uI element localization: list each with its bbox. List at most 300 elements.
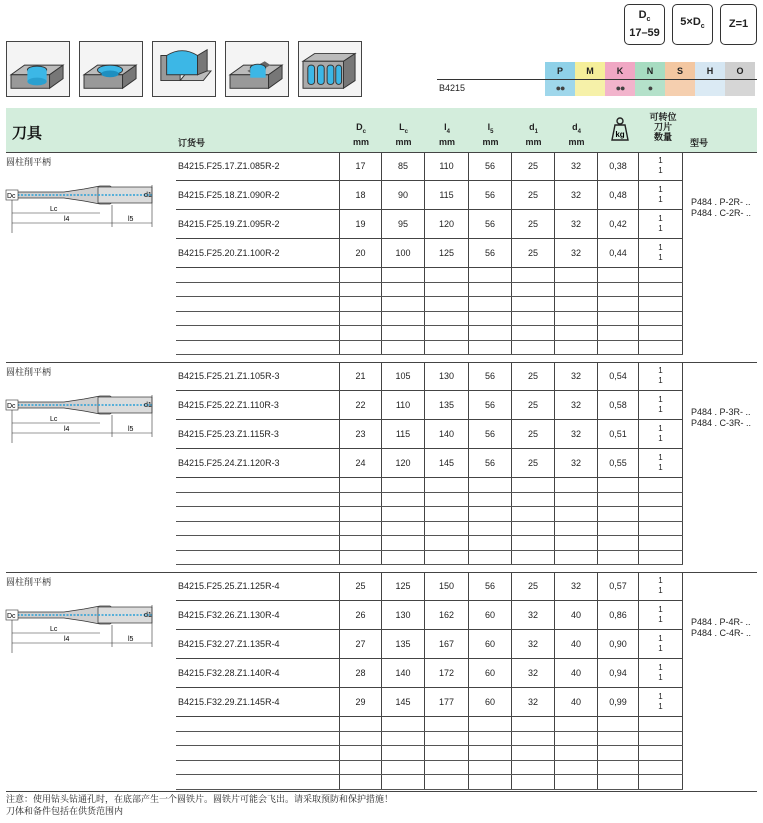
cell-l5: 56	[469, 239, 512, 267]
empty-cell	[425, 326, 469, 340]
svg-text:d1: d1	[144, 192, 152, 199]
indexable-count: 1	[658, 576, 663, 585]
empty-cell	[340, 746, 382, 760]
empty-cell	[639, 761, 683, 775]
empty-cell	[555, 746, 598, 760]
group-divider	[6, 152, 757, 153]
empty-cell	[512, 493, 555, 507]
empty-cell	[382, 283, 425, 297]
cell-l5: 56	[469, 420, 512, 448]
empty-cell	[469, 522, 512, 536]
empty-cell	[598, 268, 639, 282]
weight-header	[603, 116, 637, 144]
empty-cell	[512, 478, 555, 492]
empty-cell	[425, 478, 469, 492]
diameter-range-box: $D_c$ 17–59	[624, 4, 665, 45]
table-row	[176, 630, 683, 659]
order-code[interactable]: B4215.F25.21.Z1.105R-3	[176, 362, 340, 390]
empty-cell	[555, 341, 598, 355]
empty-cell	[176, 507, 340, 521]
empty-cell	[512, 507, 555, 521]
empty-cell	[176, 478, 340, 492]
spec-boxes	[624, 4, 757, 45]
cell-lc: 145	[382, 688, 425, 716]
empty-cell	[469, 775, 512, 789]
empty-row	[176, 478, 683, 493]
cell-lc: 85	[382, 152, 425, 180]
cell-l5: 56	[469, 449, 512, 477]
application-icons	[6, 41, 362, 97]
indexable-count: 1	[658, 434, 663, 443]
empty-cell	[340, 761, 382, 775]
teeth-count-box: Z=1	[720, 4, 757, 45]
empty-cell	[176, 775, 340, 789]
table-row	[176, 210, 683, 239]
empty-cell	[512, 341, 555, 355]
cell-l4: 172	[425, 659, 469, 687]
empty-cell	[598, 493, 639, 507]
empty-cell	[176, 326, 340, 340]
indexable-count: 1	[658, 185, 663, 194]
drill-drawing	[4, 597, 154, 659]
svg-text:l4: l4	[64, 426, 70, 433]
indexable-count: 1	[658, 376, 663, 385]
empty-cell	[512, 312, 555, 326]
table-row	[176, 659, 683, 688]
empty-cell	[382, 522, 425, 536]
l5-header: $l_5$ mm	[482, 122, 499, 147]
empty-cell	[512, 268, 555, 282]
empty-cell	[555, 268, 598, 282]
cell-qty	[639, 239, 683, 267]
cell-kg: 0,99	[598, 688, 639, 716]
cell-kg: 0,86	[598, 601, 639, 629]
indexable-count: 1	[658, 243, 663, 252]
svg-text:l5: l5	[128, 216, 134, 223]
compatible-inserts	[691, 617, 751, 639]
empty-cell	[555, 761, 598, 775]
empty-cell	[176, 522, 340, 536]
empty-cell	[425, 493, 469, 507]
cell-d1: 25	[512, 210, 555, 238]
table-row	[176, 572, 683, 601]
indexable-count: 1	[658, 453, 663, 462]
table-row	[176, 239, 683, 268]
empty-row	[176, 268, 683, 283]
empty-cell	[469, 717, 512, 731]
cell-l5: 56	[469, 391, 512, 419]
cell-l5: 56	[469, 181, 512, 209]
indexable-count: 1	[658, 366, 663, 375]
svg-text:Dc: Dc	[7, 403, 16, 410]
empty-cell	[382, 326, 425, 340]
cell-l4: 167	[425, 630, 469, 658]
empty-cell	[598, 507, 639, 521]
empty-row	[176, 341, 683, 356]
cell-qty	[639, 601, 683, 629]
empty-cell	[639, 522, 683, 536]
cell-qty	[639, 449, 683, 477]
order-code[interactable]: B4215.F32.26.Z1.130R-4	[176, 601, 340, 629]
empty-row	[176, 283, 683, 298]
indexable-count: 1	[658, 692, 663, 701]
order-code[interactable]: B4215.F32.28.Z1.140R-4	[176, 659, 340, 687]
empty-cell	[469, 732, 512, 746]
empty-cell	[469, 551, 512, 565]
cell-d4: 32	[555, 362, 598, 390]
empty-cell	[176, 761, 340, 775]
svg-text:d1: d1	[144, 612, 152, 619]
empty-cell	[512, 551, 555, 565]
empty-cell	[382, 746, 425, 760]
empty-cell	[512, 732, 555, 746]
insert-type: P484 . P-2R- ..	[691, 197, 751, 207]
indexable-count: 1	[658, 463, 663, 472]
cell-dc: 17	[340, 152, 382, 180]
cell-dc: 27	[340, 630, 382, 658]
svg-text:l5: l5	[128, 636, 134, 643]
indexable-count: 1	[658, 195, 663, 204]
order-code[interactable]: B4215.F25.22.Z1.110R-3	[176, 391, 340, 419]
empty-cell	[555, 732, 598, 746]
empty-cell	[598, 536, 639, 550]
drilling-stacked-icon	[298, 41, 362, 97]
empty-cell	[469, 283, 512, 297]
empty-cell	[555, 551, 598, 565]
cell-qty	[639, 210, 683, 238]
svg-text:l4: l4	[64, 636, 70, 643]
table-row	[176, 152, 683, 181]
svg-text:Lc: Lc	[50, 416, 58, 423]
cell-d1: 25	[512, 239, 555, 267]
empty-cell	[425, 341, 469, 355]
material-n-header: N	[635, 62, 665, 79]
insert-type: P484 . C-3R- ..	[691, 418, 752, 428]
cell-d4: 40	[555, 688, 598, 716]
empty-cell	[639, 268, 683, 282]
insert-type: P484 . P-4R- ..	[691, 617, 751, 627]
empty-cell	[425, 312, 469, 326]
empty-row	[176, 761, 683, 776]
cell-dc: 20	[340, 239, 382, 267]
cell-d4: 40	[555, 659, 598, 687]
empty-cell	[512, 283, 555, 297]
cell-kg: 0,90	[598, 630, 639, 658]
order-code[interactable]: B4215.F25.18.Z1.090R-2	[176, 181, 340, 209]
cell-l4: 120	[425, 210, 469, 238]
empty-cell	[555, 312, 598, 326]
cell-lc: 110	[382, 391, 425, 419]
empty-cell	[340, 775, 382, 789]
cell-lc: 125	[382, 572, 425, 600]
cell-l4: 150	[425, 572, 469, 600]
drill-drawing	[4, 387, 154, 449]
empty-row	[176, 326, 683, 341]
empty-cell	[469, 507, 512, 521]
cell-l4: 177	[425, 688, 469, 716]
empty-cell	[469, 746, 512, 760]
cell-d1: 25	[512, 181, 555, 209]
order-code[interactable]: B4215.F25.17.Z1.085R-2	[176, 152, 340, 180]
empty-cell	[555, 478, 598, 492]
dc-header: $D_c$ mm	[352, 122, 369, 147]
cell-l4: 145	[425, 449, 469, 477]
cell-d1: 25	[512, 572, 555, 600]
cell-kg: 0,94	[598, 659, 639, 687]
cell-dc: 26	[340, 601, 382, 629]
empty-row	[176, 717, 683, 732]
empty-cell	[425, 522, 469, 536]
empty-cell	[425, 283, 469, 297]
d1-header: $d_1$ mm	[525, 122, 542, 147]
material-s-header: S	[665, 62, 695, 79]
empty-cell	[382, 717, 425, 731]
empty-cell	[382, 775, 425, 789]
material-m-header: M	[575, 62, 605, 79]
indexable-count: 1	[658, 634, 663, 643]
empty-cell	[639, 283, 683, 297]
drilling-counterbore-icon	[79, 41, 143, 97]
empty-cell	[512, 536, 555, 550]
order-code[interactable]: B4215.F25.19.Z1.095R-2	[176, 210, 340, 238]
cell-d1: 25	[512, 449, 555, 477]
empty-cell	[176, 551, 340, 565]
cell-l5: 56	[469, 152, 512, 180]
indexable-count: 1	[658, 253, 663, 262]
cell-lc: 130	[382, 601, 425, 629]
empty-cell	[598, 326, 639, 340]
cell-kg: 0,42	[598, 210, 639, 238]
empty-cell	[598, 297, 639, 311]
bottom-divider	[6, 791, 757, 792]
cell-kg: 0,44	[598, 239, 639, 267]
empty-cell	[382, 551, 425, 565]
cell-d1: 25	[512, 152, 555, 180]
l4-header: $l_4$ mm	[438, 122, 455, 147]
empty-cell	[555, 297, 598, 311]
shank-type-label: 圆柱削平柄	[6, 577, 52, 587]
insert-type: P484 . C-4R- ..	[691, 628, 752, 638]
cell-d1: 32	[512, 659, 555, 687]
indexable-count: 1	[658, 644, 663, 653]
indexable-count: 1	[658, 605, 663, 614]
empty-cell	[340, 478, 382, 492]
empty-cell	[382, 761, 425, 775]
cell-d4: 32	[555, 449, 598, 477]
cell-l4: 130	[425, 362, 469, 390]
cell-lc: 140	[382, 659, 425, 687]
cell-d1: 25	[512, 420, 555, 448]
page-title: 刀具	[12, 125, 43, 142]
empty-cell	[598, 761, 639, 775]
svg-text:l4: l4	[64, 216, 70, 223]
notes	[6, 793, 393, 817]
empty-cell	[469, 478, 512, 492]
empty-cell	[555, 493, 598, 507]
empty-row	[176, 775, 683, 790]
table-row	[176, 391, 683, 420]
cell-l4: 125	[425, 239, 469, 267]
cell-qty	[639, 659, 683, 687]
cell-l5: 56	[469, 210, 512, 238]
cell-lc: 135	[382, 630, 425, 658]
empty-cell	[340, 341, 382, 355]
empty-cell	[340, 493, 382, 507]
empty-cell	[340, 507, 382, 521]
material-values-row	[437, 79, 757, 95]
empty-cell	[555, 522, 598, 536]
depth-ratio-box: $5\times D_c$	[672, 4, 713, 45]
indexable-header: 可转位 刀片 数量	[649, 112, 677, 142]
cell-dc: 22	[340, 391, 382, 419]
empty-cell	[639, 775, 683, 789]
empty-cell	[425, 775, 469, 789]
cell-qty	[639, 181, 683, 209]
empty-cell	[340, 297, 382, 311]
empty-cell	[176, 536, 340, 550]
cell-lc: 120	[382, 449, 425, 477]
cell-dc: 23	[340, 420, 382, 448]
table-row	[176, 601, 683, 630]
empty-cell	[340, 283, 382, 297]
empty-cell	[382, 312, 425, 326]
empty-cell	[639, 312, 683, 326]
empty-cell	[598, 478, 639, 492]
insert-type: P484 . P-3R- ..	[691, 407, 751, 417]
empty-cell	[176, 732, 340, 746]
group-divider	[6, 572, 757, 573]
drill-drawing	[4, 177, 154, 239]
svg-text:Dc: Dc	[7, 193, 16, 200]
empty-cell	[512, 522, 555, 536]
empty-cell	[598, 341, 639, 355]
empty-cell	[382, 493, 425, 507]
empty-cell	[176, 717, 340, 731]
cell-l4: 135	[425, 391, 469, 419]
empty-cell	[425, 761, 469, 775]
indexable-count: 1	[658, 156, 663, 165]
cell-kg: 0,51	[598, 420, 639, 448]
empty-cell	[469, 341, 512, 355]
cell-d4: 40	[555, 601, 598, 629]
svg-text:kg: kg	[615, 130, 625, 139]
empty-cell	[598, 551, 639, 565]
svg-text:d1: d1	[144, 402, 152, 409]
table-row	[176, 181, 683, 210]
empty-row	[176, 493, 683, 508]
shank-type-label: 圆柱削平柄	[6, 157, 52, 167]
cell-dc: 24	[340, 449, 382, 477]
empty-cell	[382, 297, 425, 311]
svg-text:Lc: Lc	[50, 626, 58, 633]
order-code[interactable]: B4215.F32.27.Z1.135R-4	[176, 630, 340, 658]
order-code[interactable]: B4215.F25.23.Z1.115R-3	[176, 420, 340, 448]
cell-l5: 56	[469, 572, 512, 600]
empty-cell	[382, 341, 425, 355]
cell-qty	[639, 420, 683, 448]
cell-lc: 90	[382, 181, 425, 209]
group-divider	[6, 362, 757, 363]
empty-cell	[340, 551, 382, 565]
empty-cell	[340, 717, 382, 731]
compatible-inserts	[691, 197, 751, 219]
cell-qty	[639, 362, 683, 390]
empty-cell	[425, 732, 469, 746]
indexable-count: 1	[658, 663, 663, 672]
empty-row	[176, 551, 683, 566]
empty-cell	[639, 536, 683, 550]
empty-cell	[639, 297, 683, 311]
empty-cell	[512, 746, 555, 760]
cell-kg: 0,38	[598, 152, 639, 180]
cell-d4: 32	[555, 181, 598, 209]
shank-type-label: 圆柱削平柄	[6, 367, 52, 377]
cell-kg: 0,57	[598, 572, 639, 600]
empty-cell	[555, 717, 598, 731]
indexable-count: 1	[658, 405, 663, 414]
cell-l4: 110	[425, 152, 469, 180]
note-warning: 注意：使用钻头钻通孔时，在底部产生一个圆铁片。圆铁片可能会飞出。请采取预防和保护措施！	[6, 794, 394, 804]
cell-dc: 29	[340, 688, 382, 716]
empty-cell	[340, 312, 382, 326]
cell-l5: 60	[469, 630, 512, 658]
material-o-header: O	[725, 62, 755, 79]
order-no-header: 订货号	[178, 138, 206, 148]
order-code[interactable]: B4215.F32.29.Z1.145R-4	[176, 688, 340, 716]
empty-row	[176, 522, 683, 537]
cell-d1: 25	[512, 391, 555, 419]
empty-row	[176, 507, 683, 522]
cell-d1: 32	[512, 601, 555, 629]
empty-cell	[512, 775, 555, 789]
cell-dc: 28	[340, 659, 382, 687]
indexable-count: 1	[658, 395, 663, 404]
material-k-header: K	[605, 62, 635, 79]
empty-cell	[425, 746, 469, 760]
indexable-count: 1	[658, 214, 663, 223]
table-row	[176, 688, 683, 717]
material-p-header: P	[545, 62, 575, 79]
empty-row	[176, 312, 683, 327]
cell-lc: 100	[382, 239, 425, 267]
d4-header: $d_4$ mm	[568, 122, 585, 147]
order-code[interactable]: B4215.F25.20.Z1.100R-2	[176, 239, 340, 267]
cell-l4: 162	[425, 601, 469, 629]
table-row	[176, 449, 683, 478]
empty-cell	[469, 312, 512, 326]
indexable-count: 1	[658, 702, 663, 711]
material-k-rating: ●●	[605, 80, 635, 96]
material-headers	[545, 62, 757, 79]
empty-cell	[639, 551, 683, 565]
order-code[interactable]: B4215.F25.25.Z1.125R-4	[176, 572, 340, 600]
cell-lc: 95	[382, 210, 425, 238]
empty-cell	[598, 775, 639, 789]
order-code[interactable]: B4215.F25.24.Z1.120R-3	[176, 449, 340, 477]
indexable-count: 1	[658, 673, 663, 682]
drilling-entry-icon	[152, 41, 216, 97]
empty-cell	[639, 341, 683, 355]
empty-row	[176, 732, 683, 747]
cell-qty	[639, 152, 683, 180]
empty-cell	[382, 732, 425, 746]
cell-d1: 32	[512, 630, 555, 658]
empty-cell	[512, 717, 555, 731]
empty-cell	[469, 536, 512, 550]
cell-dc: 18	[340, 181, 382, 209]
material-family-label: B4215	[439, 83, 466, 93]
svg-text:Lc: Lc	[50, 206, 58, 213]
